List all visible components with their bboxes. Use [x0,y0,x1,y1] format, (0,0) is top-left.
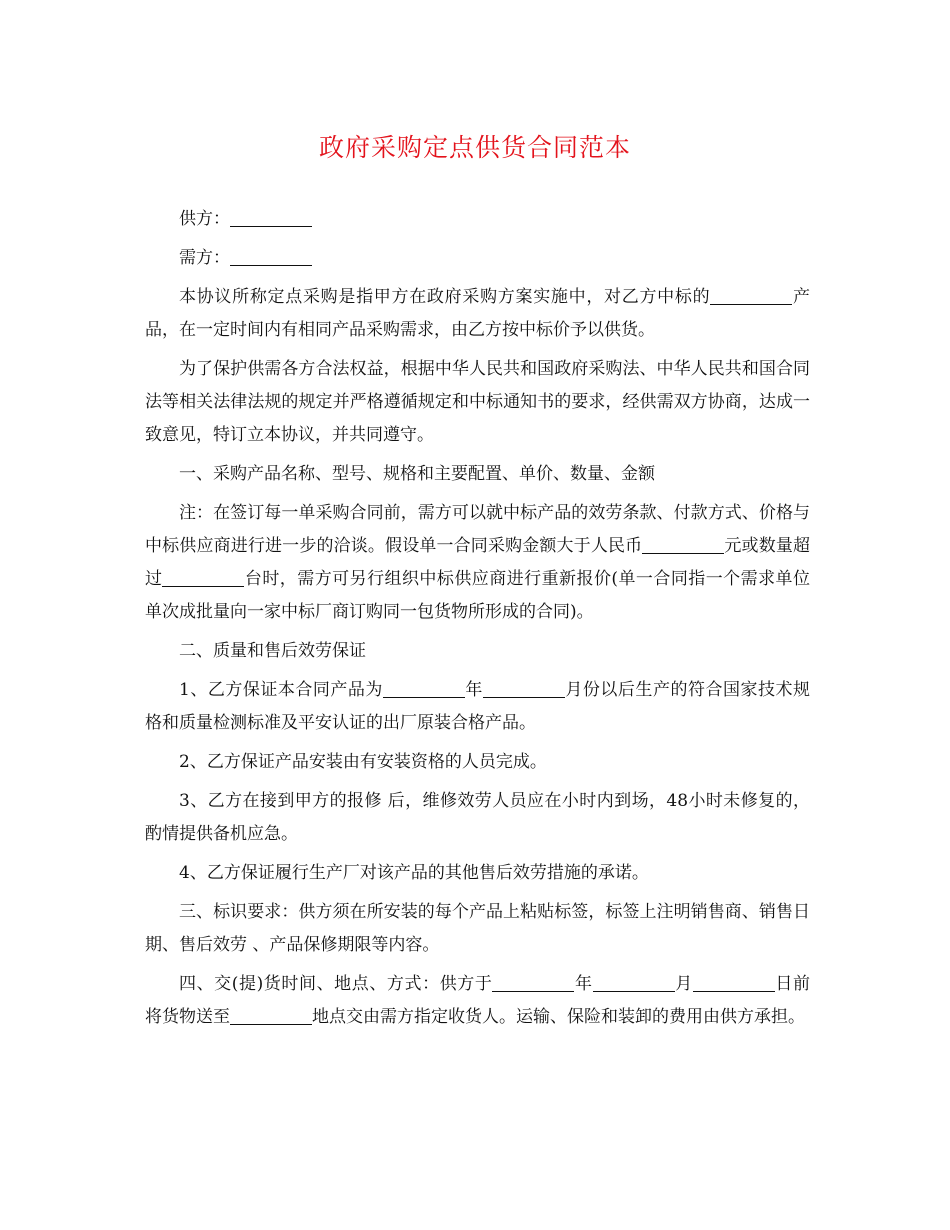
buyer-label: 需方： [179,248,230,268]
item-1 [145,674,810,740]
note-text-c: 台时，需方可另行组织中标供应商进行重新报价(单一合同指一个需求单位单次成批量向一家中标厂商订购同一包货物所形成的合同)。 [145,569,810,622]
definition-text-a: 本协议所称定点采购是指甲方在政府采购方案实施中，对乙方中标的 [179,287,711,307]
delivery-year-blank [492,972,574,992]
item-3: 3、乙方在接到甲方的报修 后，维修效劳人员应在小时内到场，48小时未修复的，酌情提供备机应急。 [145,791,810,844]
section-4-text-d: 日前将货物送至 [145,974,811,1027]
product-blank [710,285,792,305]
buyer-line [145,242,810,275]
document-body [145,203,810,1040]
buyer-blank [230,246,312,266]
item-1-text-a: 1、乙方保证本合同产品为 [179,680,383,700]
note-paragraph [145,497,810,629]
definition-text-b: 产品，在一定时间内有相同产品采购需求，由乙方按中标价予以供货。 [145,287,811,340]
section-4-text-a: 四、交(提)货时间、地点、方式：供方于 [179,974,493,994]
quantity-blank [162,567,244,587]
definition-paragraph [145,281,810,347]
section-4-text-b: 年 [574,974,593,994]
item-1-text-c: 月份以后生产的符合国家技术规格和质量检测标准及平安认证的出厂原装合格产品。 [145,680,810,733]
item-4: 4、乙方保证履行生产厂对该产品的其他售后效劳措施的承诺。 [179,863,649,883]
item-1-text-b: 年 [464,680,483,700]
section-1-heading: 一、采购产品名称、型号、规格和主要配置、单价、数量、金额 [179,464,655,484]
section-4-text-c: 月 [674,974,693,994]
section-3: 三、标识要求：供方须在所安装的每个产品上粘贴标签，标签上注明销售商、销售日期、售后效劳 、产品保修期限等内容。 [145,902,810,955]
purpose-paragraph: 为了保护供需各方合法权益，根据中华人民共和国政府采购法、中华人民共和国合同法等相关法律法规的规定并严格遵循规定和中标通知书的要求，经供需双方协商，达成一致意见，特订立本协议，并共同遵守。 [145,359,810,445]
month-blank [483,678,565,698]
delivery-month-blank [593,972,675,992]
supplier-blank [230,207,312,227]
amount-blank [642,534,724,554]
supplier-line [145,203,810,236]
note-text-a: 注：在签订每一单采购合同前，需方可以就中标产品的效劳条款、付款方式、价格与中标供应商进行进一步的洽谈。假设单一合同采购金额大于人民币 [145,503,810,556]
section-2-heading: 二、质量和售后效劳保证 [179,641,366,661]
section-4 [145,968,810,1034]
document-title: 政府采购定点供货合同范本 [318,133,631,162]
item-2: 2、乙方保证产品安装由有安装资格的人员完成。 [179,752,547,772]
note-text-b: 元或数量超过 [145,536,811,589]
section-4-text-e: 地点交由需方指定收货人。运输、保险和装卸的费用由供方承担。 [312,1007,805,1027]
delivery-place-blank [230,1005,312,1025]
delivery-day-blank [693,972,775,992]
supplier-label: 供方： [179,209,230,229]
year-blank [383,678,465,698]
